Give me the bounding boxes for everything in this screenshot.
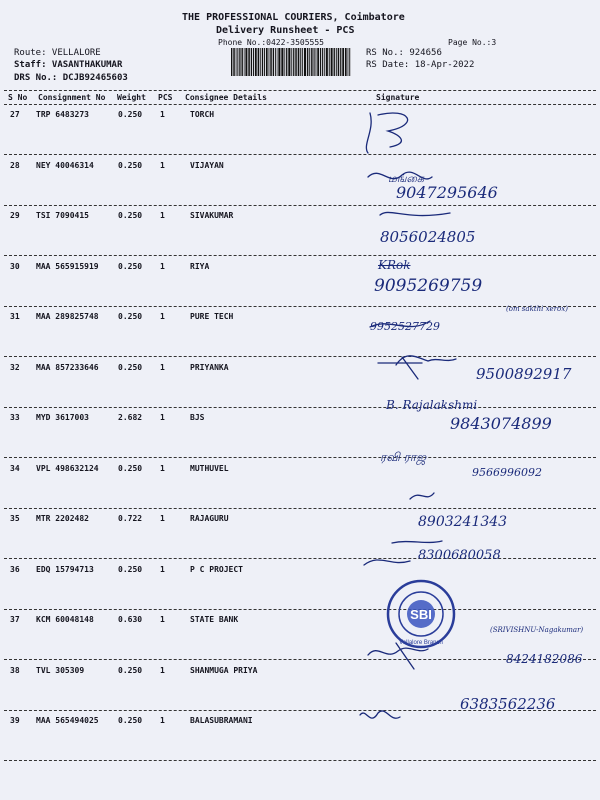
signature-r34: ரவி ராஜ bbox=[380, 450, 427, 464]
row-sno: 36 bbox=[10, 564, 20, 574]
stamp-label: SBI bbox=[410, 607, 432, 622]
col-signature: Signature bbox=[376, 93, 420, 102]
row-consignment-no: MAA 857233646 bbox=[36, 362, 99, 372]
row-consignee: RIYA bbox=[190, 261, 210, 271]
phone-r30: 9095269759 bbox=[374, 276, 483, 296]
row-consignment-no: TVL 305309 bbox=[36, 665, 85, 675]
row-pcs: 1 bbox=[160, 514, 165, 523]
row-weight: 0.630 bbox=[118, 615, 143, 624]
row-consignment-no: TSI 7090415 bbox=[36, 211, 89, 220]
row-weight: 2.682 bbox=[118, 413, 143, 422]
row-consignee: VIJAYAN bbox=[190, 160, 224, 170]
row-pcs: 1 bbox=[160, 362, 165, 372]
row-sno: 33 bbox=[10, 413, 20, 422]
name-r30: KRok bbox=[378, 258, 411, 272]
row-consignment-no: MTR 2202482 bbox=[36, 514, 89, 523]
row-pcs: 1 bbox=[160, 160, 165, 170]
row-weight: 0.250 bbox=[118, 211, 143, 220]
row-consignment-no: KCM 60048148 bbox=[36, 615, 94, 624]
signature-r28: மங்கை bbox=[388, 172, 424, 185]
col-weight: Weight bbox=[117, 93, 146, 102]
row-consignee: PRIYANKA bbox=[190, 362, 229, 372]
row-sno: 27 bbox=[10, 110, 20, 119]
row-pcs: 1 bbox=[160, 665, 165, 675]
row-sno: 28 bbox=[10, 160, 20, 170]
route-label: Route: VELLALORE bbox=[14, 48, 101, 58]
row-weight: 0.250 bbox=[118, 716, 143, 725]
rs-number: RS No.: 924656 bbox=[366, 48, 442, 58]
row-consignment-no: MAA 289825748 bbox=[36, 312, 99, 321]
row-pcs: 1 bbox=[160, 312, 165, 321]
phone-r28: 9047295646 bbox=[396, 183, 498, 202]
col-consignee: Consignee Details bbox=[185, 93, 267, 102]
barcode bbox=[231, 48, 351, 76]
row-consignee: MUTHUVEL bbox=[190, 463, 229, 473]
col-sno: S No bbox=[8, 93, 28, 102]
row-sno: 39 bbox=[10, 716, 20, 725]
col-pcs: PCS bbox=[158, 93, 173, 102]
row-sno: 34 bbox=[10, 463, 20, 473]
phone-r32: 9500892917 bbox=[476, 365, 572, 383]
row-consignee: BJS bbox=[190, 413, 205, 422]
drs-number: DRS No.: DCJB92465603 bbox=[14, 73, 128, 83]
phone-r31: 9952527729 bbox=[370, 320, 440, 333]
row-pcs: 1 bbox=[160, 211, 165, 220]
row-consignment-no: TRP 6483273 bbox=[36, 110, 89, 119]
row-pcs: 1 bbox=[160, 413, 165, 422]
col-consignment: Consignment No bbox=[38, 93, 106, 102]
row-weight: 0.250 bbox=[118, 665, 143, 675]
phone-r29: 8056024805 bbox=[380, 228, 476, 246]
row-weight: 0.250 bbox=[118, 312, 143, 321]
row-weight: 0.250 bbox=[118, 110, 143, 119]
row-pcs: 1 bbox=[160, 716, 165, 725]
rs-date: RS Date: 18-Apr-2022 bbox=[366, 60, 475, 70]
sbi-stamp bbox=[385, 578, 457, 650]
row-sno: 31 bbox=[10, 312, 20, 321]
row-consignee: TORCH bbox=[190, 110, 215, 119]
stamp-ring-text: Vellalore Branch bbox=[399, 640, 443, 646]
row-weight: 0.250 bbox=[118, 261, 143, 271]
company-name: THE PROFESSIONAL COURIERS, Coimbatore bbox=[182, 12, 405, 23]
row-consignment-no: VPL 498632124 bbox=[36, 463, 99, 473]
phone-r33: 9843074899 bbox=[450, 414, 552, 433]
row-sno: 32 bbox=[10, 362, 20, 372]
header-top-rule bbox=[4, 90, 596, 91]
row-weight: 0.250 bbox=[118, 564, 143, 574]
phone-r36: 8300680058 bbox=[418, 548, 501, 563]
row-consignment-no: MYD 3617003 bbox=[36, 413, 89, 422]
row-consignee: STATE BANK bbox=[190, 615, 239, 624]
row-consignment-no: MAA 565494025 bbox=[36, 716, 99, 725]
note-r38: (SRIVISHNU-Nagakumar) bbox=[490, 626, 584, 634]
row-pcs: 1 bbox=[160, 110, 165, 119]
phone-r34: 9566996092 bbox=[472, 466, 542, 479]
row-sno: 35 bbox=[10, 514, 20, 523]
row-pcs: 1 bbox=[160, 615, 165, 624]
row-consignee: SHANMUGA PRIYA bbox=[190, 665, 258, 675]
row-weight: 0.250 bbox=[118, 463, 143, 473]
document-title: Delivery Runsheet - PCS bbox=[216, 25, 355, 36]
row-consignment-no: EDQ 15794713 bbox=[36, 564, 94, 574]
row-consignee: BALASUBRAMANI bbox=[190, 716, 253, 725]
phone-number: Phone No.:0422-3505555 bbox=[218, 38, 324, 47]
row-pcs: 1 bbox=[160, 463, 165, 473]
row-sno: 38 bbox=[10, 665, 20, 675]
row-consignee: P C PROJECT bbox=[190, 564, 243, 574]
name-r33: B. Rajalakshmi bbox=[386, 398, 478, 412]
row-sno: 29 bbox=[10, 211, 20, 220]
note-r31: (om sakthi xerox) bbox=[506, 305, 568, 313]
row-pcs: 1 bbox=[160, 564, 165, 574]
row-consignment-no: NEY 40046314 bbox=[36, 160, 94, 170]
phone-r39: 6383562236 bbox=[460, 695, 556, 713]
page-number: Page No.:3 bbox=[448, 38, 497, 47]
row-weight: 0.250 bbox=[118, 362, 143, 372]
row-weight: 0.722 bbox=[118, 514, 143, 523]
row-consignee: SIVAKUMAR bbox=[190, 211, 234, 220]
staff-label: Staff: VASANTHAKUMAR bbox=[14, 60, 123, 70]
phone-r38: 8424182086 bbox=[506, 652, 583, 666]
row-consignee: PURE TECH bbox=[190, 312, 234, 321]
row-consignment-no: MAA 565915919 bbox=[36, 261, 99, 271]
row-sno: 37 bbox=[10, 615, 20, 624]
row-pcs: 1 bbox=[160, 261, 165, 271]
row-sno: 30 bbox=[10, 261, 20, 271]
row-weight: 0.250 bbox=[118, 160, 143, 170]
phone-r35: 8903241343 bbox=[418, 514, 508, 530]
row-consignee: RAJAGURU bbox=[190, 514, 229, 523]
